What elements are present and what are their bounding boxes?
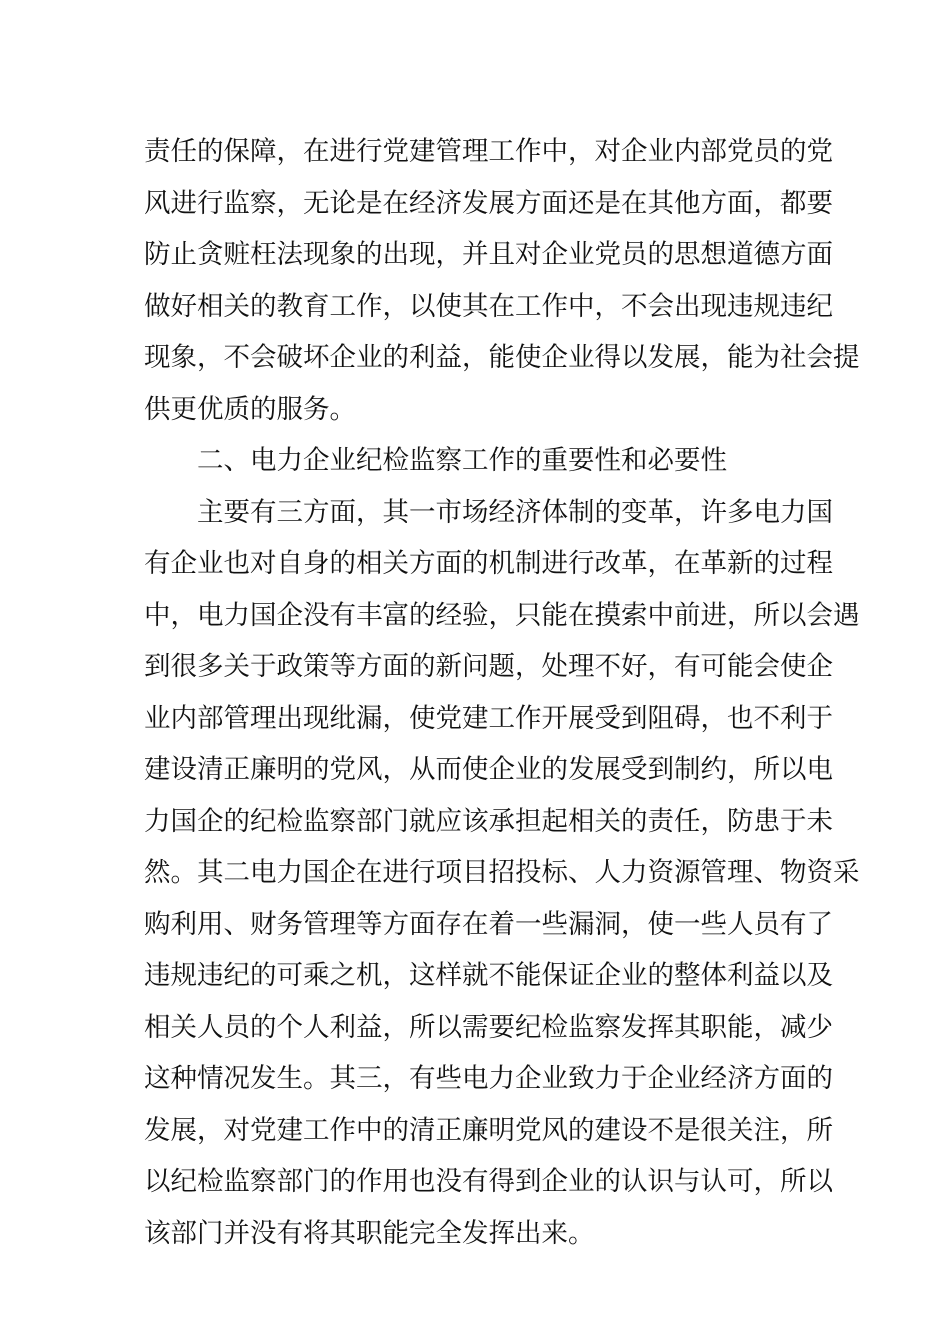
paragraph-line: 建设清正廉明的党风，从而使企业的发展受到制约，所以电 — [144, 754, 833, 785]
paragraph-line: 力国企的纪检监察部门就应该承担起相关的责任，防患于未 — [144, 805, 833, 837]
paragraph-line: 责任的保障，在进行党建管理工作中，对企业内部党员的党 — [144, 136, 833, 167]
paragraph-line: 然。其二电力国企在进行项目招投标、人力资源管理、物资采 — [144, 857, 860, 888]
section-heading: 二、电力企业纪检监察工作的重要性和必要性 — [197, 445, 727, 476]
paragraph-line: 供更优质的服务。 — [144, 393, 356, 425]
paragraph-continuation — [144, 126, 860, 435]
paragraph-line: 防止贪赃枉法现象的出现，并且对企业党员的思想道德方面 — [144, 239, 833, 270]
paragraph-line: 以纪检监察部门的作用也没有得到企业的认识与认可，所以 — [144, 1166, 833, 1197]
paragraph-line: 这种情况发生。其三，有些电力企业致力于企业经济方面的 — [144, 1063, 833, 1094]
paragraph-line: 违规违纪的可乘之机，这样就不能保证企业的整体利益以及 — [144, 960, 833, 991]
paragraph-line: 现象，不会破坏企业的利益，能使企业得以发展，能为社会提 — [144, 342, 860, 373]
paragraph-line: 中，电力国企没有丰富的经验，只能在摸索中前进，所以会遇 — [144, 599, 860, 631]
document-body — [144, 126, 860, 1259]
paragraph-line: 到很多关于政策等方面的新问题，处理不好，有可能会使企 — [144, 651, 833, 682]
paragraph-line: 发展，对党建工作中的清正廉明党风的建设不是很关注，所 — [144, 1114, 833, 1146]
paragraph-line: 该部门并没有将其职能完全发挥出来。 — [144, 1217, 595, 1249]
paragraph-line: 做好相关的教育工作，以使其在工作中，不会出现违规违纪 — [144, 290, 833, 322]
paragraph-line: 风进行监察，无论是在经济发展方面还是在其他方面，都要 — [144, 187, 833, 219]
paragraph-line: 相关人员的个人利益，所以需要纪检监察发挥其职能，减少 — [144, 1011, 833, 1043]
paragraph-line: 业内部管理出现纰漏，使党建工作开展受到阻碍，也不利于 — [144, 702, 833, 734]
paragraph-line: 主要有三方面，其一市场经济体制的变革，许多电力国 — [197, 496, 833, 528]
paragraph-line: 购利用、财务管理等方面存在着一些漏洞，使一些人员有了 — [144, 908, 833, 940]
paragraph-importance — [144, 487, 860, 1260]
paragraph-line: 有企业也对自身的相关方面的机制进行改革，在革新的过程 — [144, 548, 833, 579]
